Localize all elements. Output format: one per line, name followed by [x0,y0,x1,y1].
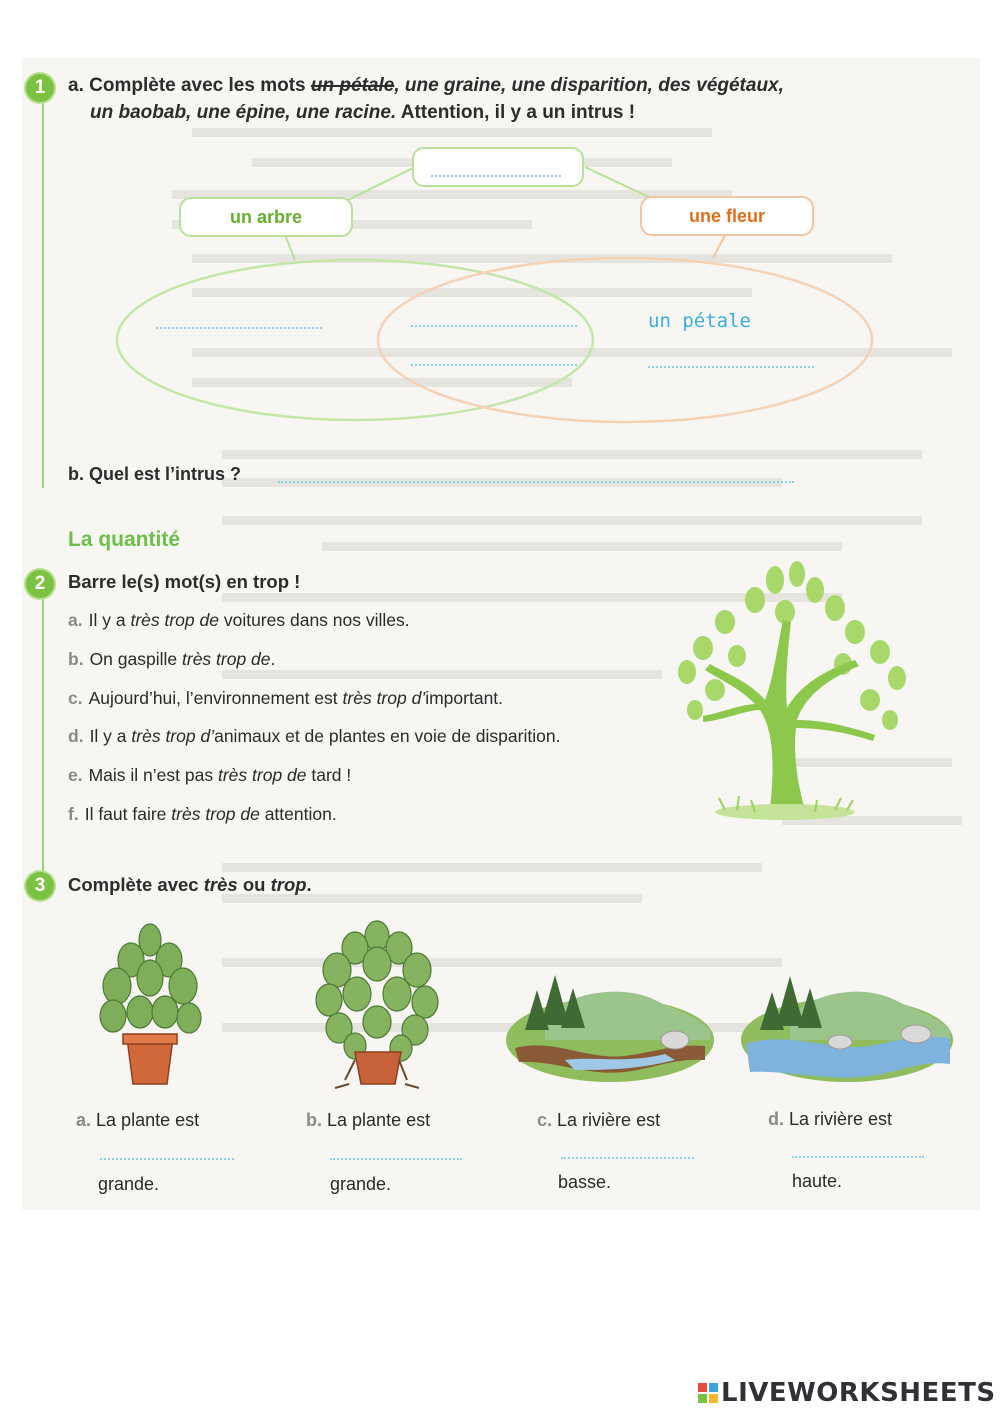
shared-answer-line-2[interactable] [411,364,577,366]
sentence-b: b. On gaspille très trop de. [68,649,276,669]
connector-flower [713,235,725,258]
small-plant-illustration [95,920,205,1090]
logo-icon [698,1383,718,1403]
cross-out-words[interactable]: très trop d’ [131,726,215,746]
intrus-answer-line[interactable] [278,481,794,483]
word-list: , une graine, une disparition, des végétaux, [394,75,784,96]
box-flower: une fleur [640,196,814,236]
large-plant-illustration [315,920,440,1090]
shared-answer-line-1[interactable] [411,325,577,327]
example-answer: un pétale [648,310,751,332]
exercise-2-number: 2 [26,570,54,598]
cross-out-words[interactable]: très trop de [182,649,271,669]
instruction-end: Attention, il y a un intrus ! [400,102,636,123]
exercise-1-number: 1 [26,74,54,102]
sentence-e: e. Mais il n’est pas très trop de tard ! [68,765,352,785]
caption-b: b. La plante est [306,1110,431,1130]
ending-a: grande. [98,1174,160,1194]
answer-line-d[interactable] [792,1156,924,1158]
section-title: La quantité [68,528,181,551]
connector-tree [285,235,295,260]
sentence-f: f. Il faut faire très trop de attention. [68,804,337,824]
caption-a: a. La plante est [76,1110,200,1130]
ending-d: haute. [792,1171,843,1191]
sentence-d: d. Il y a très trop d’animaux et de plantes en voie de disparition. [68,726,561,746]
top-category-box [412,147,584,187]
exercise-2-instruction: Barre le(s) mot(s) en trop ! [68,571,301,592]
top-category-answer-line[interactable] [431,175,561,177]
sentence-c: c. Aujourd’hui, l’environnement est très trop d’important. [68,688,504,708]
ending-c: basse. [558,1172,612,1192]
part-a-label: a. [68,75,84,96]
tree-illustration [665,560,915,820]
exercise-1-instruction [68,72,928,126]
margin-line-2 [42,593,44,873]
cross-out-words[interactable]: très trop de [130,610,219,630]
struck-word: un pétale [310,75,395,96]
instruction-start: Complète avec les mots [89,75,306,96]
connector-top-right [585,167,655,200]
tree-ellipse [117,260,593,420]
margin-line-1 [42,98,44,488]
logo-text: LIVEWORKSHEETS [721,1378,996,1408]
cross-out-words[interactable]: très trop d’ [342,688,426,708]
caption-d: d. La rivière est [768,1109,893,1129]
cross-out-words[interactable]: très trop de [217,765,307,785]
answer-line-c[interactable] [561,1157,694,1159]
connector-top-left [348,167,415,200]
low-river-illustration [505,960,715,1085]
part-b-question: b. Quel est l’intrus ? [68,464,242,484]
ending-b: grande. [330,1174,392,1194]
answer-line-a[interactable] [100,1158,234,1160]
caption-c: c. La rivière est [537,1110,661,1130]
cross-out-words[interactable]: très trop de [171,804,260,824]
box-tree: un arbre [179,197,353,237]
exercise-3-number: 3 [26,872,54,900]
flower-ellipse [378,258,872,422]
word-list-2: un baobab, une épine, une racine. [90,102,397,123]
exercise-3-instruction: Complète avec très ou trop. [68,874,312,895]
tree-answer-line[interactable] [156,327,322,329]
answer-line-b[interactable] [330,1158,462,1160]
flower-answer-line[interactable] [648,366,814,368]
high-river-illustration [740,960,955,1085]
liveworksheets-logo [698,1378,996,1408]
sentence-a: a. Il y a très trop de voitures dans nos villes. [68,610,410,630]
